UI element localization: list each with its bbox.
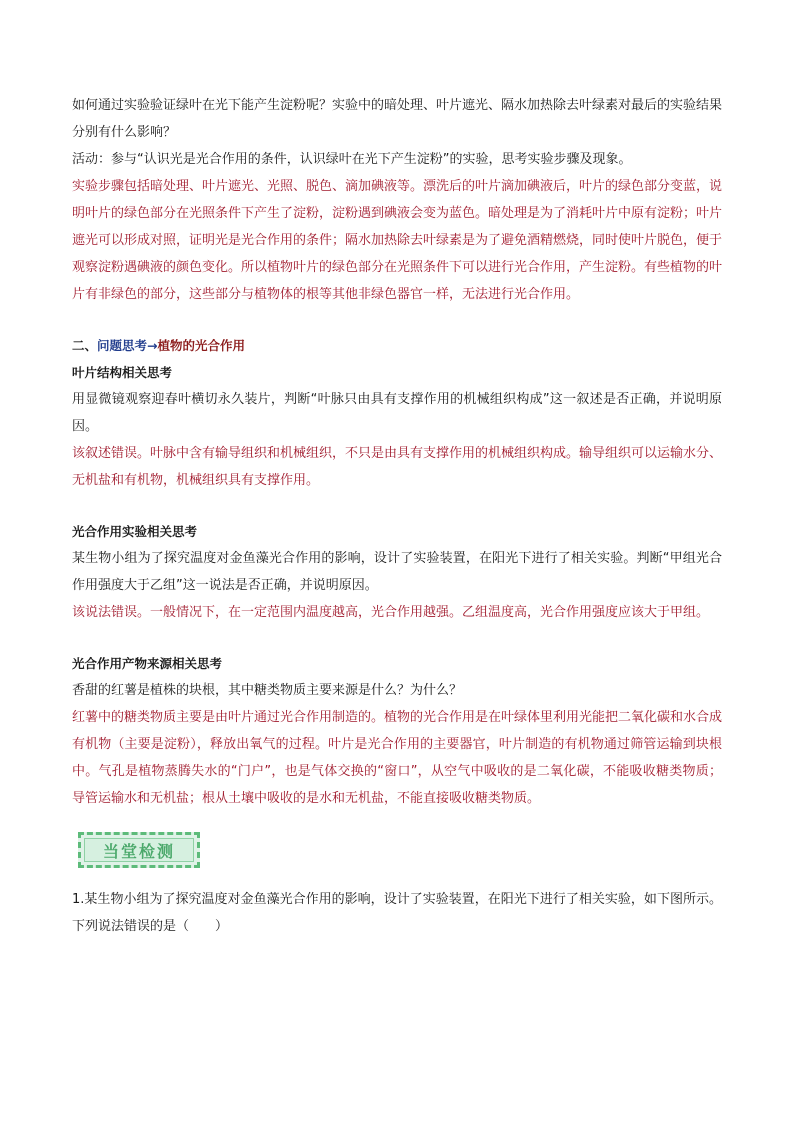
intro-answer: 实验步骤包括暗处理、叶片遮光、光照、脱色、滴加碘液等。漂洗后的叶片滴加碘液后，叶片的绿色部分变蓝，说明叶片的绿色部分在光照条件下产生了淀粉，淀粉遇到碘液会变为蓝色。暗处理是为了消耗叶片中原有淀粉；叶片遮光可以形成对照，证明光是光合作用的条件；隔水加热除去叶绿素是为了避免酒精燃烧，同时使叶片脱色，便于观察淀粉遇碘液的颜色变化。所以植物叶片的绿色部分在光照条件下可以进行光合作用，产生淀粉。有些植物的叶片有非绿色的部分，这些部分与植物体的根等其他非绿色器官一样，无法进行光合作用。 — [72, 179, 723, 302]
block-answer: 红薯中的糖类物质主要是由叶片通过光合作用制造的。植物的光合作用是在叶绿体里利用光能把二氧化碳和水合成有机物（主要是淀粉），释放出氧气的过程。叶片是光合作用的主要器官，叶片制造的有机物通过筛管运输到块根中。气孔是植物蒸腾失水的“门户”，也是气体交换的“窗口”，从空气中吸收的是二氧化碳，不能吸收糖类物质；导管运输水和无机盐；根从土壤中吸收的是水和无机盐，不能直接吸收糖类物质。 — [72, 710, 723, 806]
section-heading — [72, 332, 722, 359]
section-prefix: 二、 — [72, 338, 98, 353]
block-heading: 叶片结构相关思考 — [72, 365, 173, 380]
intro-question: 如何通过实验验证绿叶在光下能产生淀粉呢？实验中的暗处理、叶片遮光、隔水加热除去叶绿素对最后的实验结果分别有什么影响？ — [72, 98, 723, 140]
block-heading: 光合作用实验相关思考 — [72, 524, 198, 539]
block-heading: 光合作用产物来源相关思考 — [72, 656, 223, 671]
block-answer: 该叙述错误。叶脉中含有输导组织和机械组织，不只是由具有支撑作用的机械组织构成。输导组织可以运输水分、无机盐和有机物，机械组织具有支撑作用。 — [72, 446, 723, 488]
block-question: 香甜的红薯是植株的块根，其中糖类物质主要来源是什么？为什么？ — [72, 683, 463, 698]
block-question: 某生物小组为了探究温度对金鱼藻光合作用的影响，设计了实验装置，在阳光下进行了相关实验。判断“甲组光合作用强度大于乙组”这一说法是否正确，并说明原因。 — [72, 551, 722, 593]
document-page — [72, 92, 722, 940]
check-badge — [78, 832, 200, 868]
block-question: 用显微镜观察迎春叶横切永久装片，判断“叶脉只由具有支撑作用的机械组织构成”这一叙述是否正确，并说明原因。 — [72, 392, 722, 434]
intro-activity: 活动：参与“认识光是光合作用的条件，认识绿叶在光下产生淀粉”的实验，思考实验步骤及现象。 — [72, 152, 632, 167]
block-answer: 该说法错误。一般情况下，在一定范围内温度越高，光合作用越强。乙组温度高，光合作用强度应该大于甲组。 — [72, 605, 710, 620]
check-badge-label: 当堂检测 — [84, 838, 194, 862]
section-title-part1: 问题思考→ — [97, 338, 158, 353]
section-title-part2: 植物的光合作用 — [157, 338, 246, 353]
question-1: 1.某生物小组为了探究温度对金鱼藻光合作用的影响，设计了实验装置，在阳光下进行了相关实验，如下图所示。下列说法错误的是（ ） — [72, 892, 722, 934]
